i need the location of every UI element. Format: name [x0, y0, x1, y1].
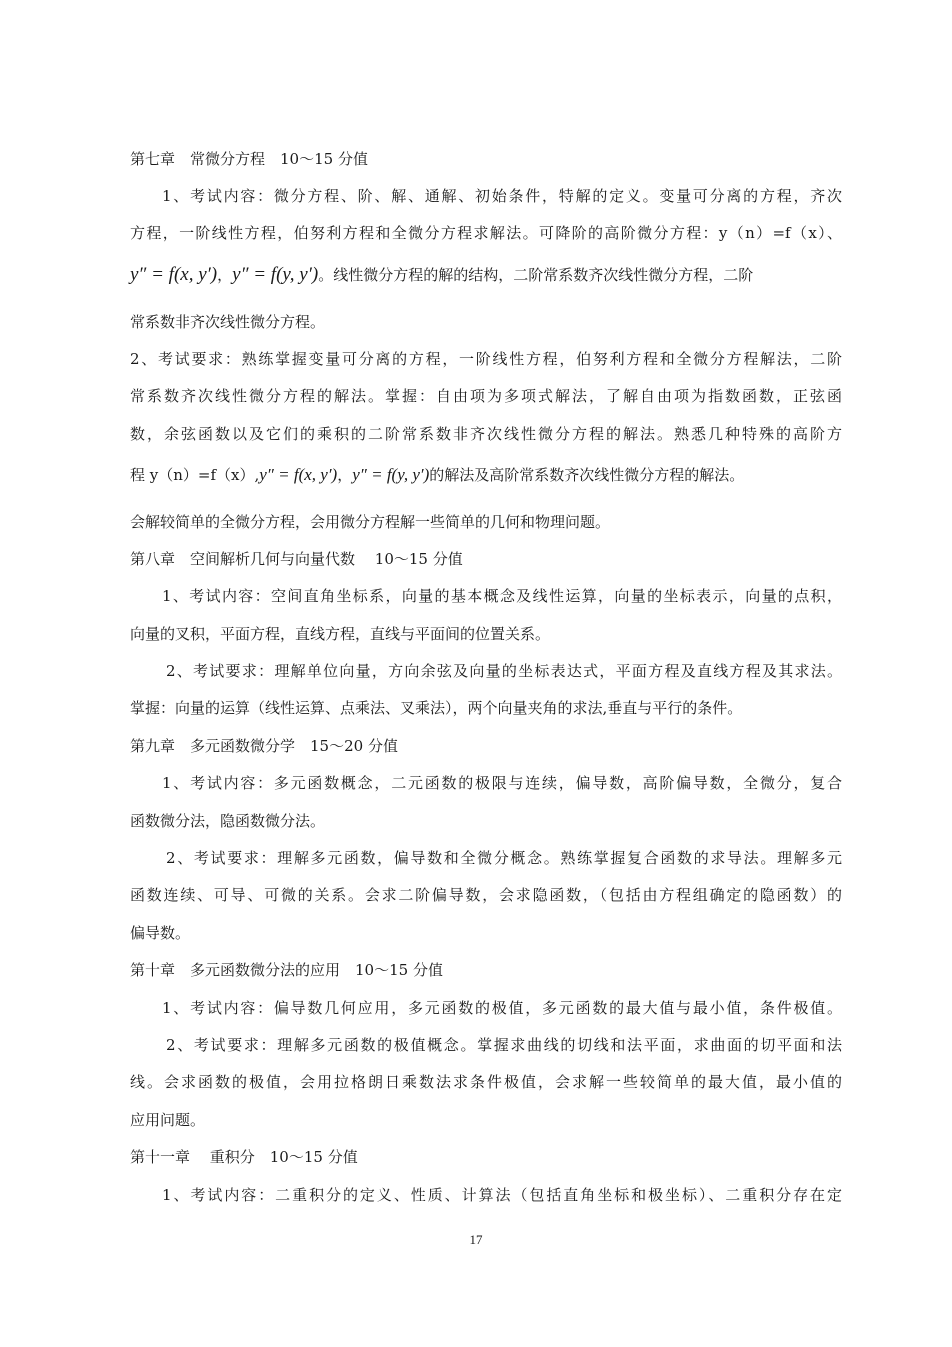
chapter-9-heading: 第九章 多元函数微分学 15～20 分值 [130, 737, 398, 755]
paragraph-line: 向量的叉积，平面方程，直线方程，直线与平面间的位置关系。 [130, 625, 551, 643]
chapter-8-heading: 第八章 空间解析几何与向量代数 10～15 分值 [130, 550, 463, 568]
formula-eq2: y″ = f(y, y′) [232, 264, 319, 285]
formula-line-suffix: 的解法及高阶常系数齐次线性微分方程的解法。 [429, 466, 745, 484]
paragraph-line: 1、考试内容：空间直角坐标系，向量的基本概念及线性运算，向量的坐标表示，向量的点积， [162, 587, 842, 605]
paragraph-line: 函数微分法，隐函数微分法。 [130, 812, 326, 830]
paragraph-line: 1、考试内容：微分方程、阶、解、通解、初始条件，特解的定义。变量可分离的方程，齐次 [162, 187, 842, 205]
formula-eq4: y″ = f(y, y′) [352, 465, 430, 484]
chapter-10-heading: 第十章 多元函数微分法的应用 10～15 分值 [130, 961, 443, 979]
paragraph-line: 1、考试内容：多元函数概念，二元函数的极限与连续，偏导数，高阶偏导数，全微分，复合 [162, 774, 842, 792]
paragraph-line: 线。会求函数的极值，会用拉格朗日乘数法求条件极值，会求解一些较简单的最大值，最小值的 [130, 1073, 842, 1091]
formula-eq1: y″ = f(x, y′) [130, 264, 218, 285]
paragraph-line: 函数连续、可导、可微的关系。会求二阶偏导数，会求隐函数，（包括由方程组确定的隐函数）的 [130, 886, 842, 904]
paragraph-line: 2、考试要求：熟练掌握变量可分离的方程，一阶线性方程，伯努利方程和全微分方程解法，二阶 [130, 350, 842, 368]
formula-line [130, 462, 842, 488]
formula-line-text: 。线性微分方程的解的结构，二阶常系数齐次线性微分方程，二阶 [318, 266, 754, 284]
paragraph-line: 常系数非齐次线性微分方程。 [130, 313, 326, 331]
page-number: 17 [469, 1232, 483, 1247]
paragraph-line: 2、考试要求：理解多元函数的极值概念。掌握求曲线的切线和法平面，求曲面的切平面和法 [166, 1036, 842, 1054]
paragraph-line: 常系数齐次线性微分方程的解法。掌握：自由项为多项式解法，了解自由项为指数函数，正弦函 [130, 387, 842, 405]
formula-eq3: y″ = f(x, y′) [259, 465, 338, 484]
paragraph-line: 2、考试要求：理解单位向量，方向余弦及向量的坐标表达式，平面方程及直线方程及其求法。 [166, 662, 842, 680]
formula-separator: ， [337, 466, 353, 484]
paragraph-line: 偏导数。 [130, 924, 191, 942]
formula-separator: ， [217, 266, 233, 284]
formula-line [130, 262, 842, 288]
chapter-11-heading: 第十一章 重积分 10～15 分值 [130, 1148, 358, 1166]
chapter-7-heading: 第七章 常微分方程 10～15 分值 [130, 150, 368, 168]
paragraph-line: 方程，一阶线性方程，伯努利方程和全微分方程求解法。可降阶的高阶微分方程：y（n）=f（x）、 [130, 224, 842, 242]
paragraph-line: 会解较简单的全微分方程，会用微分方程解一些简单的几何和物理问题。 [130, 513, 611, 531]
formula-line-prefix: 程 y（n）=f（x）, [130, 466, 260, 484]
paragraph-line: 数，余弦函数以及它们的乘积的二阶常系数非齐次线性微分方程的解法。熟悉几种特殊的高阶方 [130, 425, 842, 443]
paragraph-line: 掌握：向量的运算（线性运算、点乘法、叉乘法），两个向量夹角的求法,垂直与平行的条件。 [130, 699, 743, 717]
paragraph-line: 应用问题。 [130, 1111, 206, 1129]
paragraph-line: 1、考试内容：二重积分的定义、性质、计算法（包括直角坐标和极坐标）、二重积分存在定 [162, 1186, 842, 1204]
paragraph-line: 2、考试要求：理解多元函数，偏导数和全微分概念。熟练掌握复合函数的求导法。理解多元 [166, 849, 842, 867]
paragraph-line: 1、考试内容：偏导数几何应用，多元函数的极值，多元函数的最大值与最小值，条件极值。 [162, 999, 842, 1017]
